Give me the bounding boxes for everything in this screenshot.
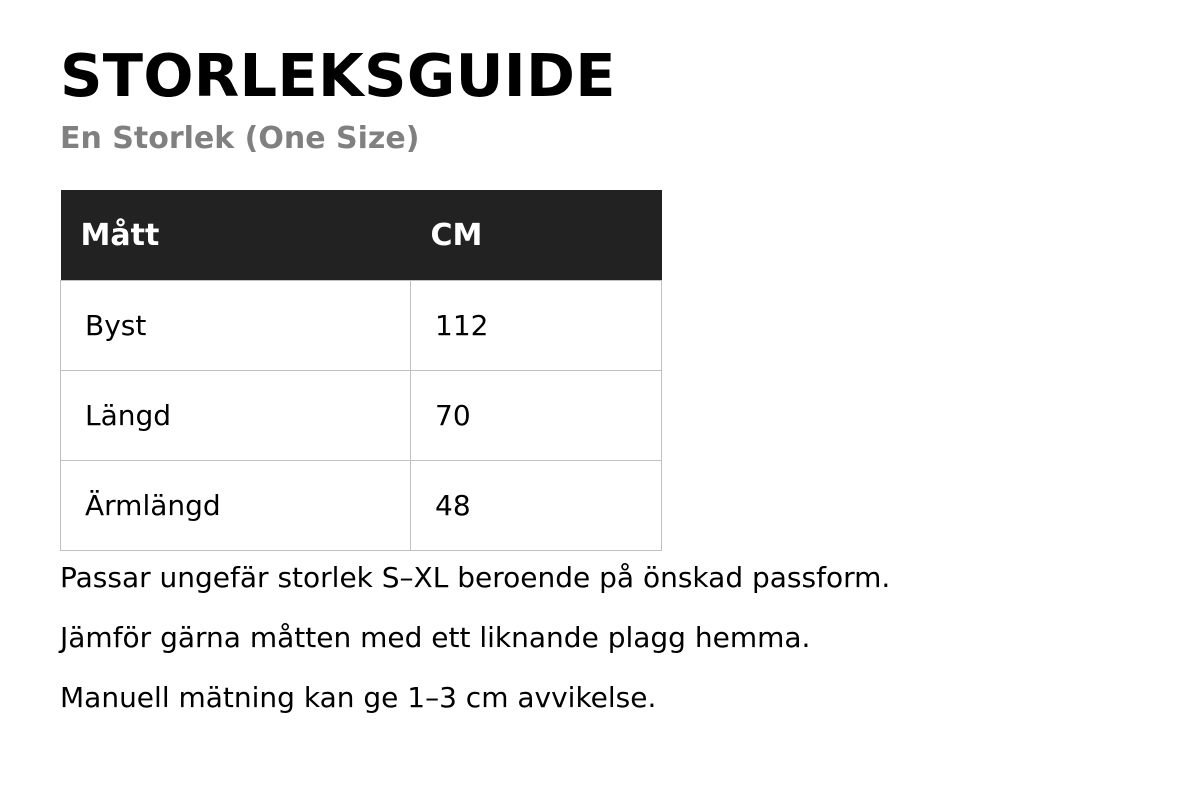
row-label: Ärmlängd	[61, 461, 411, 551]
row-value: 48	[411, 461, 662, 551]
row-value: 70	[411, 371, 662, 461]
table-row	[61, 281, 662, 371]
note-compare: Jämför gärna måtten med ett liknande plagg hemma.	[60, 621, 811, 654]
page-subtitle: En Storlek (One Size)	[60, 121, 420, 156]
table-header-row	[61, 190, 662, 281]
row-label: Längd	[61, 371, 411, 461]
page-title: STORLEKSGUIDE	[60, 41, 616, 110]
size-table	[60, 190, 662, 551]
column-header-measurement: Mått	[80, 217, 160, 253]
note-deviation: Manuell mätning kan ge 1–3 cm avvikelse.	[60, 681, 657, 714]
table-row	[61, 371, 662, 461]
table-row	[61, 461, 662, 551]
row-label: Byst	[61, 281, 411, 371]
note-fit: Passar ungefär storlek S–XL beroende på önskad passform.	[60, 561, 891, 594]
notes	[60, 557, 1140, 737]
row-value: 112	[411, 281, 662, 371]
column-header-cm: CM	[430, 217, 483, 253]
